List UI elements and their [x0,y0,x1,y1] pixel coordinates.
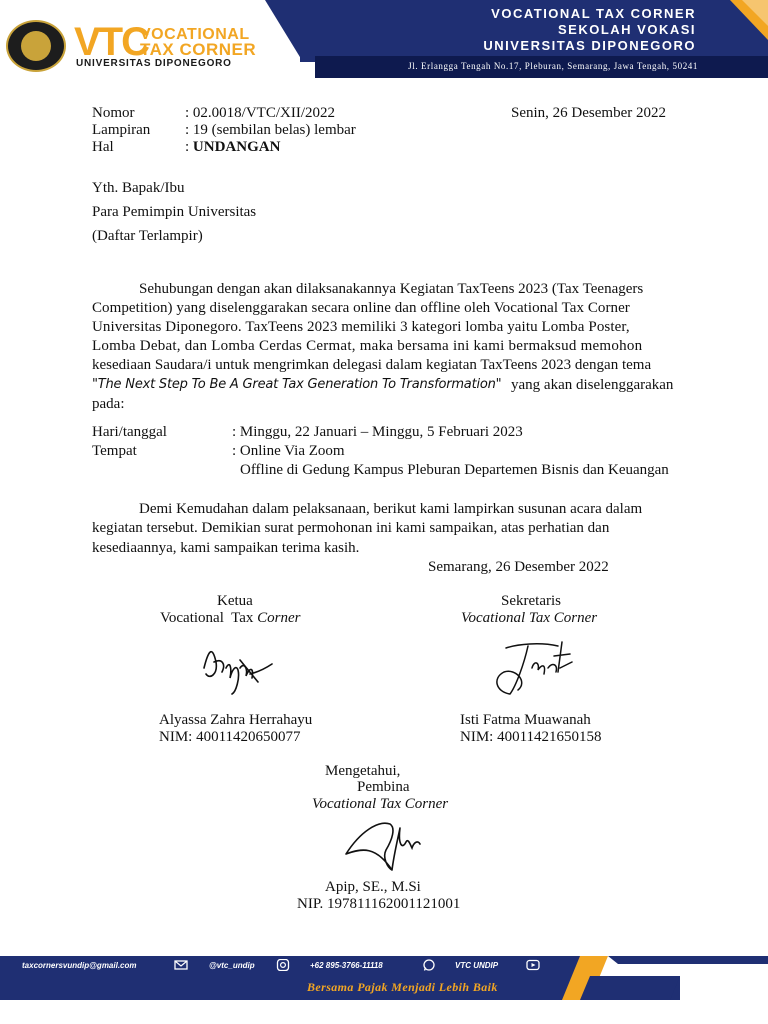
pembina-org: Vocational Tax Corner [312,796,449,812]
place-date: Semarang, 26 Desember 2022 [428,559,609,575]
ketua-org-plain: Vocational Tax [160,610,258,626]
university-seal-logo [6,20,66,72]
vtc-logo-text: VTC [74,20,148,64]
ketua-org-italic: Corner [257,610,301,626]
sekretaris-nim: NIM: 40011421650158 [460,729,602,745]
ketua-org [160,609,300,627]
hal-value [185,138,280,156]
ketua-title: Ketua [217,593,253,609]
sekretaris-name: Isti Fatma Muawanah [460,712,591,728]
hal-colon: : [185,139,193,155]
header-title-2: SEKOLAH VOKASI [557,22,696,37]
header-address: Jl. Erlangga Tengah No.17, Pleburan, Semarang, Jawa Tengah, 50241 [408,61,698,71]
theme-after-text: yang akan diselenggarakan [511,377,674,393]
tempat-value: : Online Via Zoom [232,443,345,459]
footer-slogan: Bersama Pajak Menjadi Lebih Baik [307,980,498,994]
letterhead [0,0,768,82]
footer-email[interactable]: taxcornersvundip@gmail.com [22,961,137,970]
para1-line: Lomba Debat, dan Lomba Cerdas Cermat, maka bersama ini kami bermaksud memohon [92,338,643,354]
para2-line: kesediaannya, kami sampaikan terima kasih. [92,540,360,556]
pembina-name: Apip, SE., M.Si [325,879,421,895]
footer-instagram[interactable]: @vtc_undip [209,961,255,970]
para1-line: kesediaan Saudara/i untuk mengrimkan delegasi dalam kegiatan TaxTeens 2023 dengan tema [92,357,652,373]
header-title-3: UNIVERSITAS DIPONEGORO [483,38,696,53]
instagram-icon [276,959,290,971]
footer-gold-accent [560,956,768,1000]
pembina-signature [342,814,428,874]
recipient-line-2: Para Pemimpin Universitas [92,204,257,220]
recipient-line-1: Yth. Bapak/Ibu [92,180,185,196]
hari-label: Hari/tanggal [92,424,167,440]
lampiran-label: Lampiran [92,122,151,138]
vtc-logo-line1: VOCATIONAL [140,26,250,43]
pembina-nip: NIP. 197811162001121001 [297,896,461,912]
nomor-value: : 02.0018/VTC/XII/2022 [185,105,335,121]
mail-icon [174,959,188,971]
ketua-name: Alyassa Zahra Herrahayu [159,712,313,728]
vtc-logo-line3: UNIVERSITAS DIPONEGORO [76,58,232,69]
ketua-signature [196,638,276,696]
mengetahui-label: Mengetahui, [325,763,401,779]
para1-last-line: pada: [92,396,125,412]
footer-phone[interactable]: +62 895-3766-11118 [310,961,383,970]
vtc-logo-line2: TAX CORNER [140,40,257,59]
sekretaris-signature [488,638,578,700]
sekretaris-org: Vocational Tax Corner [461,610,598,626]
youtube-icon [526,959,540,971]
lampiran-value: : 19 (sembilan belas) lembar [185,122,356,138]
sekretaris-title: Sekretaris [501,593,561,609]
recipient-line-3: (Daftar Terlampir) [92,228,203,244]
para2-line: kegiatan tersebut. Demikian surat permohonan ini kami sampaikan, atas perhatian dan [92,520,610,536]
tempat-label: Tempat [92,443,137,459]
para1-line: Sehubungan dengan akan dilaksanakannya Kegiatan TaxTeens 2023 (Tax Teenagers [139,281,644,297]
ketua-nim: NIM: 40011420650077 [159,729,301,745]
para2-line: Demi Kemudahan dalam pelaksanaan, berikut kami lampirkan susunan acara dalam [139,501,643,517]
para1-line: Competition) yang diselenggarakan secara online dan offline oleh Vocational Tax Corner [92,300,630,316]
pembina-title: Pembina [357,779,410,795]
nomor-label: Nomor [92,105,135,121]
hari-value: : Minggu, 22 Januari – Minggu, 5 Februari 2023 [232,424,523,440]
footer-youtube[interactable]: VTC UNDIP [455,961,499,970]
tempat-value-2: Offline di Gedung Kampus Pleburan Departemen Bisnis dan Keuangan [240,462,669,478]
header-band-edge [265,0,303,62]
hal-subject: UNDANGAN [192,139,281,155]
para1-line: Universitas Diponegoro. TaxTeens 2023 memiliki 3 kategori lomba yaitu Lomba Poster, [92,319,630,335]
hal-label: Hal [92,139,114,155]
header-title-1: VOCATIONAL TAX CORNER [491,6,696,21]
letter-footer [0,950,768,1010]
letter-date: Senin, 26 Desember 2022 [511,105,666,121]
whatsapp-icon [422,959,436,971]
theme-text: "The Next Step To Be A Great Tax Generation To Transformation" [92,377,502,392]
